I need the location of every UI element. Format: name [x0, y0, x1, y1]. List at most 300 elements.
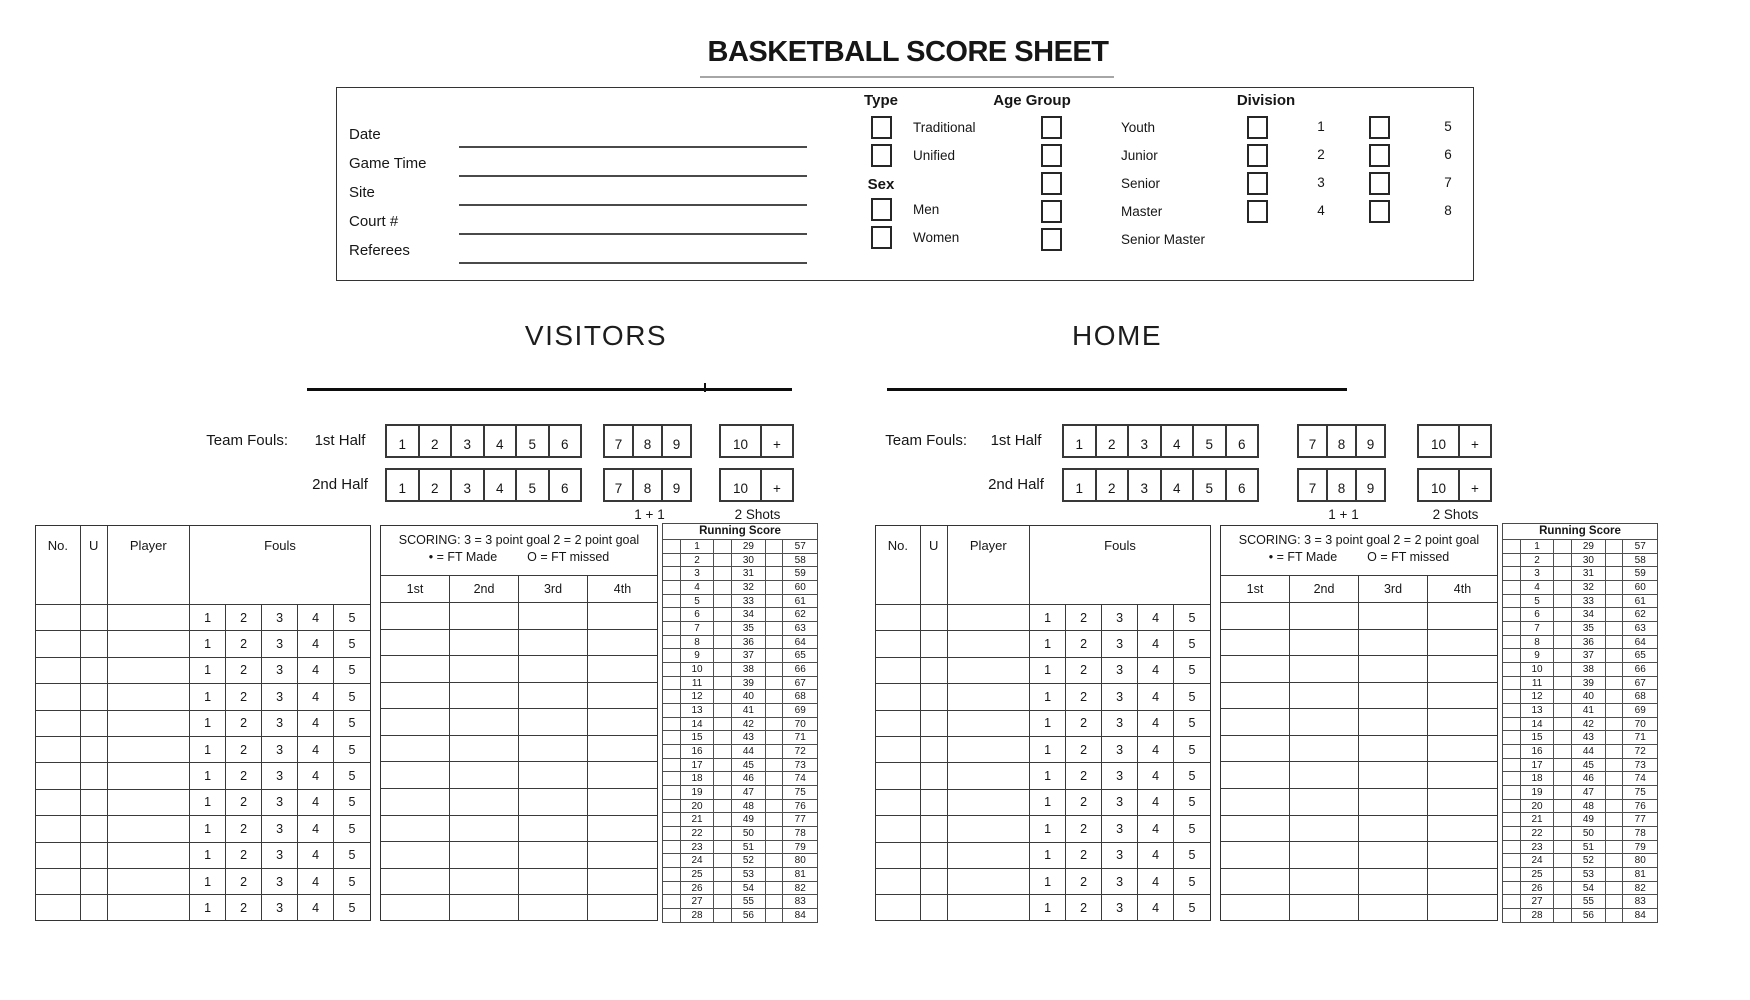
running-score-mark-cell[interactable]	[1554, 595, 1572, 608]
running-score-number[interactable]: 20	[1521, 800, 1555, 813]
running-score-mark-cell[interactable]	[1503, 649, 1521, 662]
score-cell[interactable]	[1290, 656, 1359, 682]
running-score-number[interactable]: 56	[1572, 909, 1606, 922]
running-score-mark-cell[interactable]	[1554, 718, 1572, 731]
foul-number-cell-5[interactable]: 5	[348, 821, 356, 836]
running-score-number[interactable]: 30	[1572, 554, 1606, 567]
running-score-mark-cell[interactable]	[1606, 854, 1624, 867]
running-score-number[interactable]: 46	[1572, 772, 1606, 785]
foul-number-cell-4[interactable]: 4	[298, 605, 334, 630]
foul-number-cell-2[interactable]: 2	[226, 684, 262, 709]
running-score-number[interactable]: 74	[794, 773, 806, 785]
running-score-number[interactable]: 77	[794, 814, 806, 826]
score-cell[interactable]	[1359, 816, 1428, 842]
running-score-number[interactable]: 2	[681, 554, 715, 567]
player-u-cell[interactable]	[921, 605, 948, 630]
score-cell[interactable]	[1290, 789, 1359, 815]
score-cell[interactable]	[1428, 789, 1497, 815]
running-score-number[interactable]: 68	[1634, 691, 1646, 703]
player-name-cell[interactable]	[948, 684, 1031, 709]
running-score-number[interactable]: 51	[732, 841, 766, 854]
team-foul-box-home-4[interactable]: 4	[1160, 424, 1195, 458]
foul-number-cell-2[interactable]: 2	[1066, 790, 1102, 815]
foul-number-cell-4[interactable]: 4	[1138, 631, 1174, 656]
foul-number-cell-5[interactable]: 5	[1188, 663, 1196, 678]
running-score-number[interactable]: 49	[1572, 813, 1606, 826]
running-score-number[interactable]: 72	[794, 745, 806, 757]
foul-number-cell-1[interactable]: 1	[1030, 790, 1066, 815]
player-number-cell[interactable]	[876, 711, 921, 736]
running-score-mark-cell[interactable]	[1606, 772, 1624, 785]
team-foul-box-home-2[interactable]: 2	[1095, 424, 1130, 458]
running-score-number[interactable]: 56	[732, 909, 766, 922]
foul-number-cell-5[interactable]: 5	[1188, 716, 1196, 731]
running-score-number[interactable]: 23	[681, 841, 715, 854]
team-foul-box-visitors-3[interactable]: 3	[450, 424, 485, 458]
running-score-number[interactable]: 50	[732, 827, 766, 840]
running-score-mark-cell[interactable]	[1606, 567, 1624, 580]
score-cell[interactable]	[1221, 762, 1290, 788]
foul-number-cell-1[interactable]: 1	[1030, 737, 1066, 762]
player-number-cell[interactable]	[876, 737, 921, 762]
running-score-mark-cell[interactable]	[1503, 827, 1521, 840]
running-score-number[interactable]: 22	[681, 827, 715, 840]
running-score-mark-cell[interactable]	[1503, 636, 1521, 649]
running-score-number[interactable]: 83	[1634, 896, 1646, 908]
foul-number-cell-1[interactable]: 1	[190, 816, 226, 841]
running-score-number[interactable]: 35	[732, 622, 766, 635]
foul-number-cell-3[interactable]: 3	[1102, 658, 1138, 683]
running-score-number[interactable]: 15	[681, 731, 715, 744]
running-score-number[interactable]: 55	[1572, 895, 1606, 908]
running-score-number[interactable]: 79	[794, 841, 806, 853]
running-score-number[interactable]: 66	[794, 663, 806, 675]
player-name-cell[interactable]	[948, 631, 1031, 656]
foul-number-cell-2[interactable]: 2	[226, 737, 262, 762]
running-score-mark-cell[interactable]	[1606, 841, 1624, 854]
score-cell[interactable]	[1290, 842, 1359, 868]
foul-number-cell-3[interactable]: 3	[1102, 737, 1138, 762]
score-cell[interactable]	[1221, 789, 1290, 815]
score-cell[interactable]	[1221, 842, 1290, 868]
running-score-number[interactable]: 57	[1634, 540, 1646, 552]
foul-number-cell-4[interactable]: 4	[1138, 737, 1174, 762]
foul-number-cell-3[interactable]: 3	[262, 711, 298, 736]
foul-number-cell-1[interactable]: 1	[190, 711, 226, 736]
running-score-number[interactable]: 38	[732, 663, 766, 676]
running-score-number[interactable]: 80	[1634, 855, 1646, 867]
foul-number-cell-4[interactable]: 4	[298, 737, 334, 762]
team-foul-box-visitors-1[interactable]: 1	[385, 468, 420, 502]
player-number-cell[interactable]	[876, 631, 921, 656]
running-score-number[interactable]: 36	[732, 636, 766, 649]
player-number-cell[interactable]	[876, 843, 921, 868]
foul-number-cell-4[interactable]: 4	[1138, 895, 1174, 920]
running-score-mark-cell[interactable]	[1554, 772, 1572, 785]
running-score-mark-cell[interactable]	[1554, 827, 1572, 840]
running-score-mark-cell[interactable]	[1503, 731, 1521, 744]
running-score-mark-cell[interactable]	[1554, 540, 1572, 553]
running-score-mark-cell[interactable]	[1554, 841, 1572, 854]
running-score-number[interactable]: 11	[681, 677, 715, 690]
team-foul-box-visitors-7[interactable]: 7	[603, 424, 634, 458]
foul-number-cell-3[interactable]: 3	[1102, 763, 1138, 788]
running-score-number[interactable]: 34	[732, 608, 766, 621]
foul-number-cell-1[interactable]: 1	[190, 631, 226, 656]
running-score-number[interactable]: 13	[1521, 704, 1555, 717]
foul-number-cell-2[interactable]: 2	[1066, 763, 1102, 788]
player-name-cell[interactable]	[948, 816, 1031, 841]
running-score-number[interactable]: 66	[1634, 663, 1646, 675]
score-cell[interactable]	[1428, 683, 1497, 709]
foul-number-cell-1[interactable]: 1	[190, 658, 226, 683]
running-score-number[interactable]: 83	[794, 896, 806, 908]
team-foul-box-visitors-1[interactable]: 1	[385, 424, 420, 458]
score-cell[interactable]	[1359, 656, 1428, 682]
running-score-mark-cell[interactable]	[1554, 581, 1572, 594]
foul-number-cell-5[interactable]: 5	[1188, 637, 1196, 652]
running-score-number[interactable]: 63	[1634, 622, 1646, 634]
running-score-number[interactable]: 35	[1572, 622, 1606, 635]
foul-number-cell-5[interactable]: 5	[348, 848, 356, 863]
running-score-mark-cell[interactable]	[1554, 731, 1572, 744]
running-score-mark-cell[interactable]	[1606, 704, 1624, 717]
running-score-mark-cell[interactable]	[1554, 759, 1572, 772]
score-cell[interactable]	[1290, 630, 1359, 656]
score-cell[interactable]	[1290, 762, 1359, 788]
score-cell[interactable]	[1290, 603, 1359, 629]
running-score-mark-cell[interactable]	[1503, 663, 1521, 676]
running-score-number[interactable]: 31	[1572, 567, 1606, 580]
running-score-number[interactable]: 40	[1572, 690, 1606, 703]
foul-number-cell-5[interactable]: 5	[348, 900, 356, 915]
running-score-mark-cell[interactable]	[1503, 718, 1521, 731]
foul-number-cell-2[interactable]: 2	[226, 790, 262, 815]
player-u-cell[interactable]	[921, 631, 948, 656]
running-score-number[interactable]: 4	[1521, 581, 1555, 594]
score-cell[interactable]	[1290, 683, 1359, 709]
score-cell[interactable]	[1428, 816, 1497, 842]
running-score-number[interactable]: 64	[794, 636, 806, 648]
running-score-number[interactable]: 52	[1572, 854, 1606, 867]
running-score-mark-cell[interactable]	[1554, 854, 1572, 867]
team-name-line-home[interactable]	[887, 388, 1347, 391]
running-score-number[interactable]: 65	[794, 650, 806, 662]
team-foul-box-visitors-4[interactable]: 4	[483, 468, 518, 502]
team-foul-box-home-2[interactable]: 2	[1095, 468, 1130, 502]
foul-number-cell-4[interactable]: 4	[1138, 658, 1174, 683]
running-score-number[interactable]: 43	[1572, 731, 1606, 744]
score-cell[interactable]	[1290, 816, 1359, 842]
running-score-mark-cell[interactable]	[1554, 786, 1572, 799]
foul-number-cell-5[interactable]: 5	[348, 610, 356, 625]
team-foul-box-visitors-8[interactable]: 8	[632, 424, 663, 458]
score-cell[interactable]	[1359, 736, 1428, 762]
running-score-number[interactable]: 62	[794, 609, 806, 621]
foul-number-cell-4[interactable]: 4	[298, 658, 334, 683]
score-cell[interactable]	[1221, 736, 1290, 762]
running-score-mark-cell[interactable]	[1503, 581, 1521, 594]
running-score-number[interactable]: 47	[1572, 786, 1606, 799]
running-score-number[interactable]: 81	[794, 868, 806, 880]
foul-number-cell-4[interactable]: 4	[298, 711, 334, 736]
team-foul-box-home-9[interactable]: 9	[1355, 424, 1386, 458]
team-foul-box-visitors-9[interactable]: 9	[661, 468, 692, 502]
running-score-number[interactable]: 33	[1572, 595, 1606, 608]
running-score-mark-cell[interactable]	[1554, 882, 1572, 895]
team-foul-box-home-4[interactable]: 4	[1160, 468, 1195, 502]
team-foul-box-visitors-+[interactable]: +	[760, 424, 794, 458]
running-score-number[interactable]: 14	[681, 718, 715, 731]
running-score-number[interactable]: 71	[794, 732, 806, 744]
running-score-number[interactable]: 13	[681, 704, 715, 717]
player-u-cell[interactable]	[921, 763, 948, 788]
team-foul-box-visitors-2[interactable]: 2	[418, 468, 453, 502]
foul-number-cell-1[interactable]: 1	[1030, 816, 1066, 841]
foul-number-cell-1[interactable]: 1	[1030, 869, 1066, 894]
foul-number-cell-5[interactable]: 5	[348, 769, 356, 784]
score-cell[interactable]	[1428, 709, 1497, 735]
running-score-number[interactable]: 29	[1572, 540, 1606, 553]
running-score-mark-cell[interactable]	[1503, 882, 1521, 895]
running-score-number[interactable]: 20	[681, 800, 715, 813]
running-score-mark-cell[interactable]	[1606, 827, 1624, 840]
team-foul-box-home-6[interactable]: 6	[1225, 424, 1260, 458]
team-foul-box-home-3[interactable]: 3	[1127, 468, 1162, 502]
running-score-number[interactable]: 53	[732, 868, 766, 881]
running-score-number[interactable]: 54	[732, 882, 766, 895]
score-cell[interactable]	[1428, 656, 1497, 682]
team-foul-box-home-7[interactable]: 7	[1297, 424, 1328, 458]
score-cell[interactable]	[1290, 869, 1359, 895]
foul-number-cell-5[interactable]: 5	[1188, 689, 1196, 704]
running-score-number[interactable]: 78	[794, 827, 806, 839]
team-foul-box-home-6[interactable]: 6	[1225, 468, 1260, 502]
running-score-number[interactable]: 18	[681, 772, 715, 785]
foul-number-cell-3[interactable]: 3	[262, 658, 298, 683]
foul-number-cell-5[interactable]: 5	[1188, 610, 1196, 625]
running-score-number[interactable]: 69	[794, 704, 806, 716]
running-score-mark-cell[interactable]	[1503, 622, 1521, 635]
running-score-number[interactable]: 73	[1634, 759, 1646, 771]
score-cell[interactable]	[1359, 895, 1428, 921]
running-score-number[interactable]: 28	[681, 909, 715, 922]
score-cell[interactable]	[1359, 603, 1428, 629]
running-score-number[interactable]: 67	[1634, 677, 1646, 689]
team-foul-box-home-+[interactable]: +	[1458, 424, 1492, 458]
running-score-number[interactable]: 29	[732, 540, 766, 553]
running-score-mark-cell[interactable]	[1606, 759, 1624, 772]
running-score-number[interactable]: 22	[1521, 827, 1555, 840]
running-score-number[interactable]: 16	[681, 745, 715, 758]
score-cell[interactable]	[1428, 736, 1497, 762]
player-u-cell[interactable]	[921, 816, 948, 841]
running-score-number[interactable]: 26	[681, 882, 715, 895]
score-cell[interactable]	[1359, 683, 1428, 709]
team-foul-box-home-+[interactable]: +	[1458, 468, 1492, 502]
foul-number-cell-5[interactable]: 5	[1188, 769, 1196, 784]
running-score-mark-cell[interactable]	[1606, 895, 1624, 908]
running-score-mark-cell[interactable]	[1606, 813, 1624, 826]
running-score-number[interactable]: 7	[681, 622, 715, 635]
running-score-mark-cell[interactable]	[1503, 813, 1521, 826]
running-score-mark-cell[interactable]	[1554, 704, 1572, 717]
running-score-mark-cell[interactable]	[1503, 759, 1521, 772]
running-score-number[interactable]: 1	[1521, 540, 1555, 553]
foul-number-cell-5[interactable]: 5	[348, 637, 356, 652]
foul-number-cell-4[interactable]: 4	[298, 895, 334, 920]
running-score-mark-cell[interactable]	[1606, 745, 1624, 758]
foul-number-cell-4[interactable]: 4	[1138, 684, 1174, 709]
foul-number-cell-5[interactable]: 5	[348, 874, 356, 889]
foul-number-cell-2[interactable]: 2	[1066, 816, 1102, 841]
running-score-number[interactable]: 54	[1572, 882, 1606, 895]
foul-number-cell-5[interactable]: 5	[1188, 742, 1196, 757]
foul-number-cell-3[interactable]: 3	[262, 869, 298, 894]
running-score-mark-cell[interactable]	[1503, 595, 1521, 608]
running-score-number[interactable]: 59	[1634, 568, 1646, 580]
score-cell[interactable]	[1221, 869, 1290, 895]
team-foul-box-visitors-3[interactable]: 3	[450, 468, 485, 502]
foul-number-cell-1[interactable]: 1	[1030, 605, 1066, 630]
foul-number-cell-1[interactable]: 1	[190, 869, 226, 894]
running-score-number[interactable]: 48	[732, 800, 766, 813]
foul-number-cell-4[interactable]: 4	[298, 684, 334, 709]
foul-number-cell-1[interactable]: 1	[1030, 895, 1066, 920]
score-cell[interactable]	[1359, 869, 1428, 895]
player-u-cell[interactable]	[921, 684, 948, 709]
foul-number-cell-2[interactable]: 2	[1066, 843, 1102, 868]
team-foul-box-home-10[interactable]: 10	[1417, 424, 1460, 458]
foul-number-cell-3[interactable]: 3	[262, 631, 298, 656]
team-foul-box-visitors-6[interactable]: 6	[548, 424, 583, 458]
team-foul-box-home-8[interactable]: 8	[1326, 468, 1357, 502]
player-u-cell[interactable]	[921, 790, 948, 815]
running-score-number[interactable]: 11	[1521, 677, 1555, 690]
running-score-number[interactable]: 47	[732, 786, 766, 799]
running-score-number[interactable]: 42	[732, 718, 766, 731]
score-cell[interactable]	[1428, 869, 1497, 895]
running-score-number[interactable]: 10	[681, 663, 715, 676]
running-score-number[interactable]: 76	[794, 800, 806, 812]
running-score-number[interactable]: 37	[1572, 649, 1606, 662]
running-score-number[interactable]: 25	[681, 868, 715, 881]
running-score-number[interactable]: 19	[681, 786, 715, 799]
running-score-number[interactable]: 79	[1634, 841, 1646, 853]
running-score-number[interactable]: 53	[1572, 868, 1606, 881]
foul-number-cell-3[interactable]: 3	[1102, 605, 1138, 630]
foul-number-cell-3[interactable]: 3	[1102, 790, 1138, 815]
foul-number-cell-3[interactable]: 3	[1102, 843, 1138, 868]
running-score-number[interactable]: 80	[794, 855, 806, 867]
running-score-number[interactable]: 26	[1521, 882, 1555, 895]
team-foul-box-home-1[interactable]: 1	[1062, 468, 1097, 502]
foul-number-cell-3[interactable]: 3	[262, 763, 298, 788]
score-cell[interactable]	[1428, 762, 1497, 788]
running-score-number[interactable]: 5	[1521, 595, 1555, 608]
foul-number-cell-5[interactable]: 5	[348, 663, 356, 678]
foul-number-cell-2[interactable]: 2	[226, 763, 262, 788]
foul-number-cell-5[interactable]: 5	[1188, 795, 1196, 810]
running-score-number[interactable]: 84	[1634, 909, 1646, 921]
running-score-number[interactable]: 21	[681, 813, 715, 826]
score-cell[interactable]	[1290, 895, 1359, 921]
team-foul-box-visitors-+[interactable]: +	[760, 468, 794, 502]
running-score-number[interactable]: 45	[1572, 759, 1606, 772]
foul-number-cell-2[interactable]: 2	[226, 869, 262, 894]
score-cell[interactable]	[1359, 630, 1428, 656]
player-name-cell[interactable]	[948, 869, 1031, 894]
foul-number-cell-3[interactable]: 3	[262, 816, 298, 841]
running-score-mark-cell[interactable]	[1503, 868, 1521, 881]
player-name-cell[interactable]	[948, 763, 1031, 788]
running-score-number[interactable]: 12	[681, 690, 715, 703]
running-score-mark-cell[interactable]	[1503, 540, 1521, 553]
running-score-mark-cell[interactable]	[1606, 649, 1624, 662]
running-score-mark-cell[interactable]	[1606, 731, 1624, 744]
running-score-mark-cell[interactable]	[1503, 772, 1521, 785]
running-score-mark-cell[interactable]	[1503, 690, 1521, 703]
player-number-cell[interactable]	[876, 816, 921, 841]
score-cell[interactable]	[1359, 842, 1428, 868]
running-score-number[interactable]: 19	[1521, 786, 1555, 799]
team-foul-box-visitors-2[interactable]: 2	[418, 424, 453, 458]
foul-number-cell-3[interactable]: 3	[262, 790, 298, 815]
score-cell[interactable]	[1428, 630, 1497, 656]
running-score-mark-cell[interactable]	[1503, 554, 1521, 567]
running-score-number[interactable]: 59	[794, 568, 806, 580]
team-foul-box-visitors-6[interactable]: 6	[548, 468, 583, 502]
player-number-cell[interactable]	[876, 790, 921, 815]
running-score-number[interactable]: 81	[1634, 868, 1646, 880]
foul-number-cell-2[interactable]: 2	[226, 711, 262, 736]
running-score-mark-cell[interactable]	[1503, 841, 1521, 854]
running-score-mark-cell[interactable]	[1554, 909, 1572, 922]
foul-number-cell-4[interactable]: 4	[298, 631, 334, 656]
player-u-cell[interactable]	[921, 658, 948, 683]
running-score-mark-cell[interactable]	[1554, 895, 1572, 908]
running-score-number[interactable]: 32	[1572, 581, 1606, 594]
foul-number-cell-4[interactable]: 4	[298, 843, 334, 868]
foul-number-cell-2[interactable]: 2	[1066, 895, 1102, 920]
running-score-number[interactable]: 65	[1634, 650, 1646, 662]
running-score-number[interactable]: 9	[1521, 649, 1555, 662]
foul-number-cell-5[interactable]: 5	[1188, 821, 1196, 836]
foul-number-cell-4[interactable]: 4	[298, 763, 334, 788]
running-score-number[interactable]: 31	[732, 567, 766, 580]
running-score-number[interactable]: 4	[681, 581, 715, 594]
running-score-number[interactable]: 57	[794, 540, 806, 552]
running-score-number[interactable]: 78	[1634, 827, 1646, 839]
running-score-number[interactable]: 6	[1521, 608, 1555, 621]
foul-number-cell-1[interactable]: 1	[1030, 658, 1066, 683]
foul-number-cell-2[interactable]: 2	[226, 843, 262, 868]
player-number-cell[interactable]	[876, 869, 921, 894]
foul-number-cell-5[interactable]: 5	[1188, 900, 1196, 915]
foul-number-cell-5[interactable]: 5	[348, 795, 356, 810]
running-score-number[interactable]: 43	[732, 731, 766, 744]
foul-number-cell-4[interactable]: 4	[1138, 711, 1174, 736]
running-score-number[interactable]: 72	[1634, 745, 1646, 757]
team-foul-box-home-5[interactable]: 5	[1192, 468, 1227, 502]
foul-number-cell-5[interactable]: 5	[348, 689, 356, 704]
score-cell[interactable]	[1428, 842, 1497, 868]
score-cell[interactable]	[1221, 603, 1290, 629]
team-foul-box-visitors-9[interactable]: 9	[661, 424, 692, 458]
running-score-number[interactable]: 3	[681, 567, 715, 580]
player-number-cell[interactable]	[876, 684, 921, 709]
running-score-number[interactable]: 58	[794, 554, 806, 566]
